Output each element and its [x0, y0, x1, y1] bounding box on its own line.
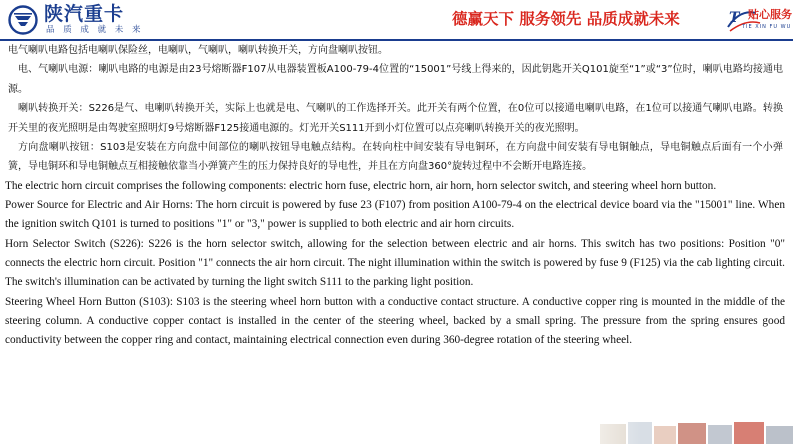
cn-paragraph-horn-button: 方向盘喇叭按钮：S103是安装在方向盘中间部位的喇叭按钮导电触点结构。在转向柱中间安装有导电铜环，在方向盘中间安装有导电铜触点，导电铜触点后面有一个小弹簧，导电铜环和导电铜触点互相接触依靠当小弹簧产生的压力保持良好的导电性，并且在方向盘360°旋转过程中不会断开电路连接。 — [8, 142, 783, 173]
en-paragraph-selector-switch: Horn Selector Switch (S226): S226 is the horn selector switch, allowing for the selection between electric and air horns. This switch has two positions: Position "0" connects the electric horn circuit. Position "1" connects the air horn circuit. The night illumination within the switch is powered by fuse 9 (F125) via the cab lighting circuit. The switch's illumination can be activated by turning the light switch S111 to the parking light position. — [5, 237, 785, 289]
service-logo-subtitle: TIE XIN FU WU — [742, 24, 792, 30]
truck-fleet-graphic — [560, 418, 793, 446]
shacman-logo-icon — [8, 5, 38, 35]
en-paragraph-horn-button: Steering Wheel Horn Button (S103): S103 is the steering wheel horn button with a conductive contact structure. A conductive copper ring is mounted in the middle of the steering column. A conductive copper contact is installed in the center of the steering wheel, backed by a small spring. The pressure from the spring ensures good conductivity between the copper ring and contact, maintaining electrical connection even during 360-degree rotation of the steering wheel. — [5, 295, 785, 347]
cn-paragraph-intro: 电气喇叭电路包括电喇叭保险丝，电喇叭，气喇叭，喇叭转换开关，方向盘喇叭按钮。 — [8, 45, 388, 56]
page-header — [0, 0, 793, 40]
document-body — [0, 41, 793, 351]
svg-text:T: T — [729, 10, 740, 26]
en-paragraph-power-source: Power Source for Electric and Air Horns: The horn circuit is powered by fuse 23 (F107) from position A100-79-4 on the electrical device board via the "15001" line. When the ignition switch Q101 is turned to positions "1" or "3," power is supplied to both electric and air horn circuits. — [5, 199, 785, 231]
cn-paragraph-power-source: 电、气喇叭电源：喇叭电路的电源是由23号熔断器F107从电器装置板A100-79-4位置的“15001”号线上得来的，因此钥匙开关Q101旋至“1”或“3”位时，喇叭电路均接通电源。 — [8, 64, 783, 95]
en-paragraph-intro: The electric horn circuit comprises the following components: electric horn fuse, electric horn, air horn, horn selector switch, and steering wheel horn button. — [5, 179, 717, 192]
slogan: 德赢天下 服务领先 品质成就未来 — [452, 10, 680, 28]
cn-paragraph-selector-switch: 喇叭转换开关：S226是气、电喇叭转换开关，实际上也就是电、气喇叭的工作选择开关。此开关有两个位置，在0位可以接通电喇叭电路，在1位可以接通气喇叭电路。转换开关里的夜光照明是由驾驶室照明灯9号熔断器F125接通电源的。灯光开关S111开到小灯位置可以点亮喇叭转换开关的夜光照明。 — [8, 103, 783, 134]
service-logo-text: 贴心服务 — [748, 8, 792, 21]
brand-subtitle: 品 质 成 就 未 来 — [46, 25, 144, 35]
brand-name: 陕汽重卡 — [44, 3, 125, 25]
